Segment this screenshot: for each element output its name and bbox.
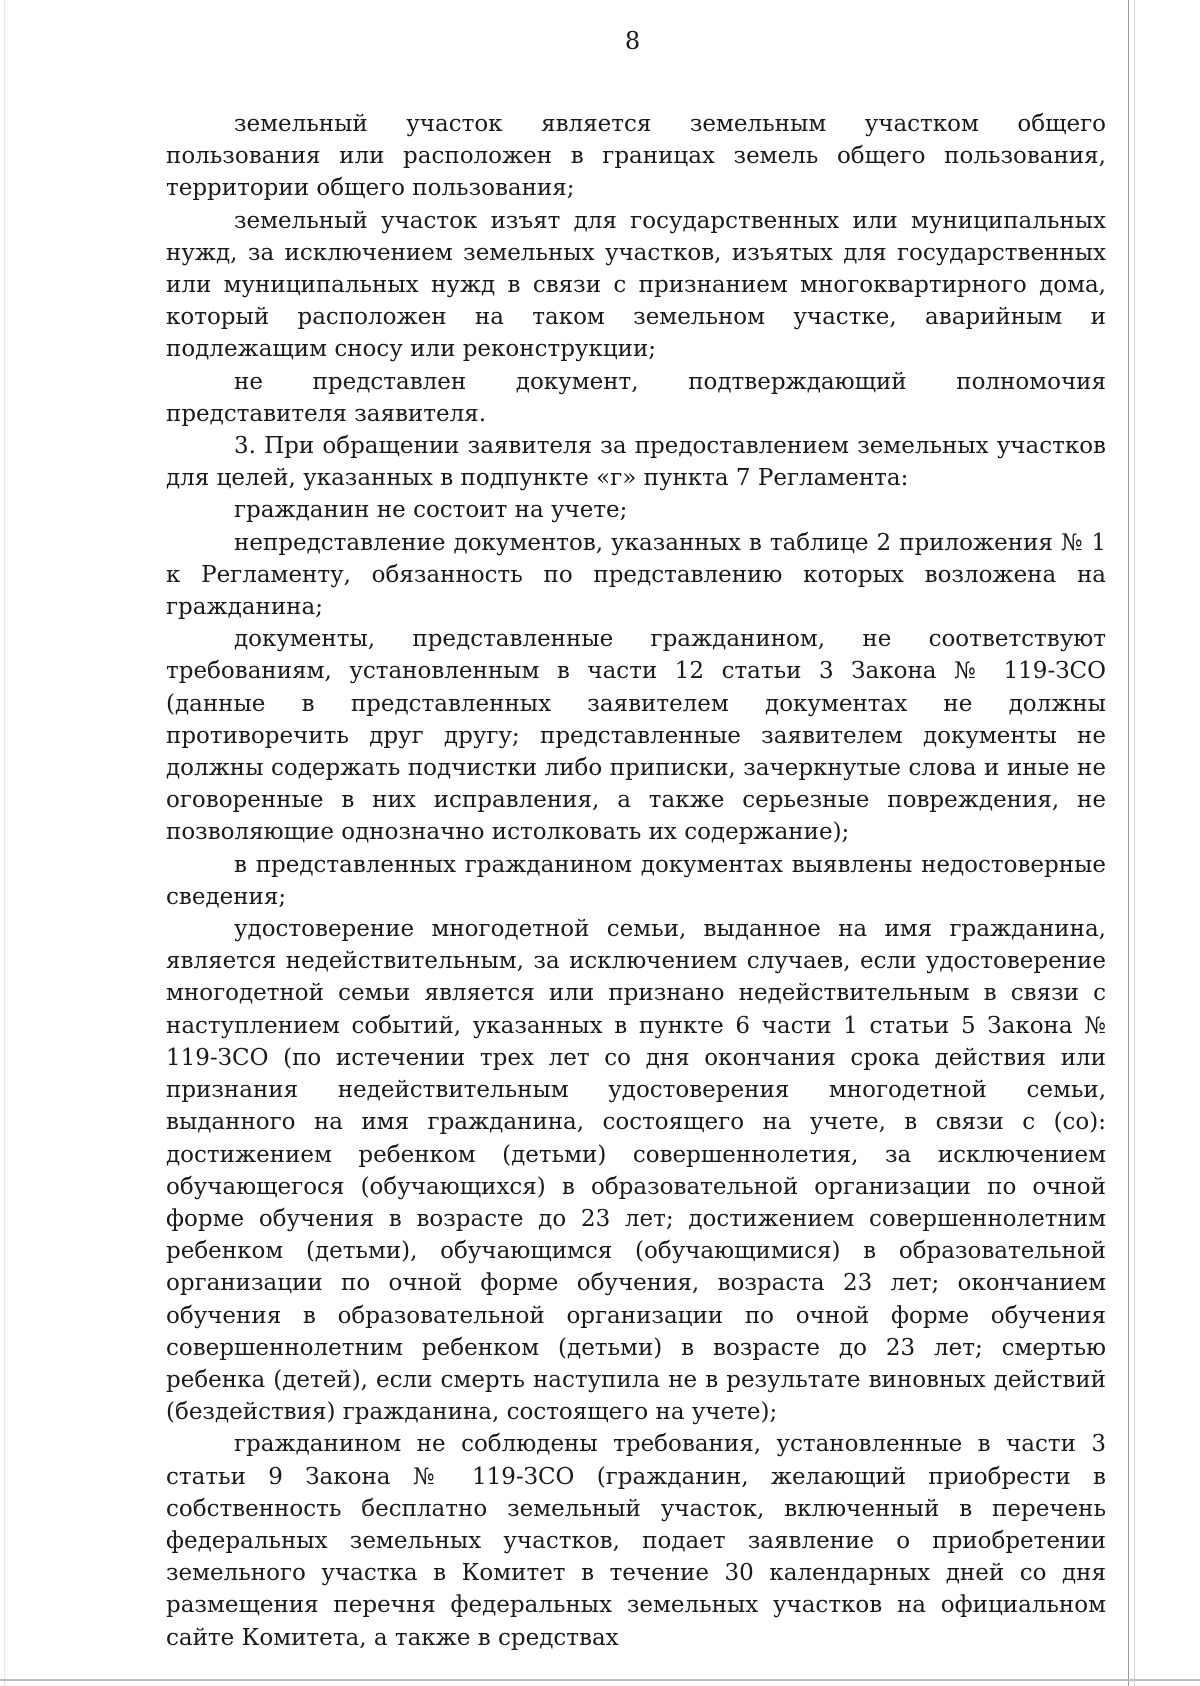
paragraph-documents-missing: непредставление документов, указанных в таблице 2 приложения № 1 к Регламенту, обязанность по представлению которых возложена на гражданина;	[166, 529, 1106, 621]
scan-edge-right-inner	[1134, 0, 1135, 1686]
scan-edge-bottom	[0, 1679, 1200, 1681]
paragraph-false-information: в представленных гражданином документах выявлены недостоверные сведения;	[166, 851, 1106, 910]
document-body	[166, 108, 1106, 1654]
paragraph-land-seized: земельный участок изъят для государственных или муниципальных нужд, за исключением земельных участков, изъятых для государственных или муниципальных нужд в связи с признанием многоквартирного дома, который расположен на таком земельном участке, аварийным и подлежащим сносу или реконструкции;	[166, 207, 1106, 363]
paragraph-public-land: земельный участок является земельным участком общего пользования или расположен в границах земель общего пользования, территории общего пользования;	[166, 111, 1106, 202]
scan-edge-right	[1128, 0, 1129, 1686]
paragraph-item-3: 3. При обращении заявителя за предоставлением земельных участков для целей, указанных в подпункте «г» пункта 7 Регламента:	[166, 433, 1106, 492]
paragraph-documents-noncompliant: документы, представленные гражданином, не соответствуют требованиям, установленным в части 12 статьи 3 Закона № 119-ЗСО (данные в представленных заявителем документах не должны противоречить друг другу; представленные заявителем документы не должны содержать подчистки либо приписки, зачеркнутые слова и иные не оговоренные в них исправления, а также серьезные повреждения, не позволяющие однозначно истолковать их содержание);	[166, 626, 1106, 846]
paragraph-requirements-not-met: гражданином не соблюдены требования, установленные в части 3 статьи 9 Закона № 119-ЗСО (гражданин, желающий приобрести в собственность бесплатно земельный участок, включенный в перечень федеральных земельных участков, подает заявление о приобретении земельного участка в Комитет в течение 30 календарных дней со дня размещения перечня федеральных земельных участков на официальном сайте Комитета, а также в средствах	[166, 1431, 1106, 1651]
paragraph-certificate-invalid: удостоверение многодетной семьи, выданное на имя гражданина, является недействительным, за исключением случаев, если удостоверение многодетной семьи является или признано недействительным в связи с наступлением событий, указанных в пункте 6 части 1 статьи 5 Закона № 119-ЗСО (по истечении трех лет со дня окончания срока действия или признания недействительным удостоверения многодетной семьи, выданного на имя гражданина, состоящего на учете, в связи с (со): достижением ребенком (детьми) совершеннолетия, за исключением обучающегося (обучающихся) в образовательной организации по очной форме обучения в возрасте до 23 лет; достижением совершеннолетним ребенком (детьми), обучающимся (обучающимися) в образовательной организации по очной форме обучения, возраста 23 лет; окончанием обучения в образовательной организации по очной форме обучения совершеннолетним ребенком (детьми) в возрасте до 23 лет; смертью ребенка (детей), если смерть наступила не в результате виновных действий (бездействия) гражданина, состоящего на учете);	[166, 916, 1106, 1426]
paragraph-not-registered: гражданин не состоит на учете;	[234, 497, 628, 524]
scan-edge-left	[4, 0, 5, 1686]
page-number: 8	[624, 27, 641, 55]
paragraph-no-authority-document: не представлен документ, подтверждающий полномочия представителя заявителя.	[166, 368, 1106, 427]
